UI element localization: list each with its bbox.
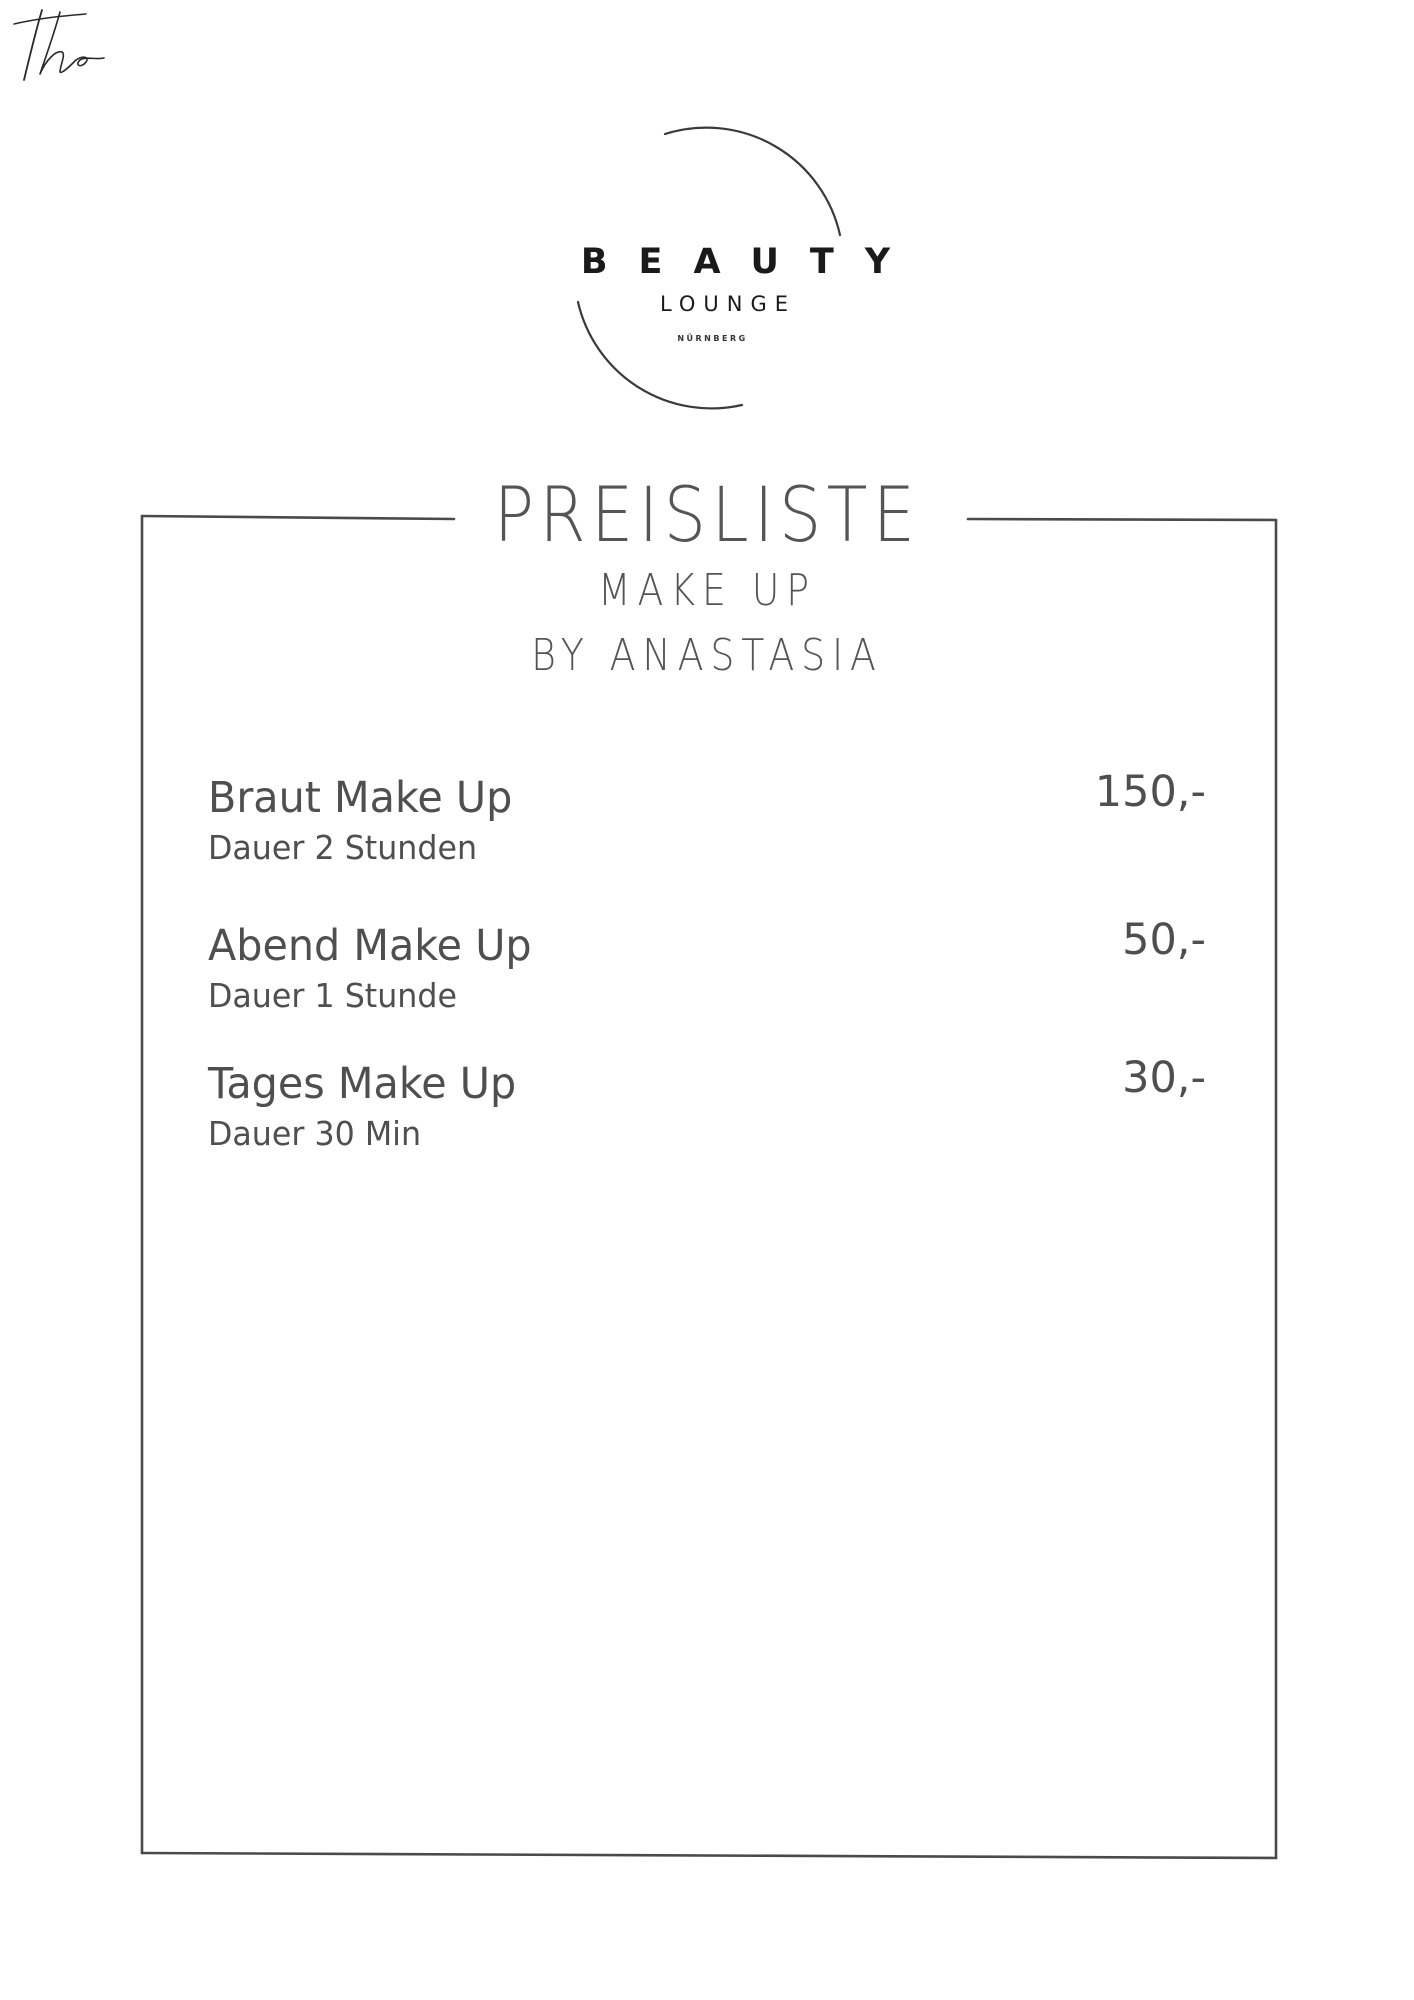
service-price: 30,- xyxy=(1122,1053,1206,1103)
page-subtitle-line2: BY ANASTASIA xyxy=(531,630,883,681)
page-title: PREISLISTE xyxy=(493,470,921,559)
price-item xyxy=(208,767,1206,918)
price-item xyxy=(208,1053,1206,1204)
logo-script-the xyxy=(0,0,120,90)
price-list xyxy=(208,767,1206,1204)
service-duration: Dauer 2 Stunden xyxy=(208,828,478,867)
service-name: Abend Make Up xyxy=(208,921,532,971)
service-duration: Dauer 1 Stunde xyxy=(208,976,457,1015)
service-duration: Dauer 30 Min xyxy=(208,1114,422,1153)
price-item xyxy=(208,915,1206,1056)
service-price: 150,- xyxy=(1094,767,1206,817)
logo-brand-sub: LOUNGE xyxy=(659,292,797,316)
logo-brand-main: BEAUTY xyxy=(580,242,922,282)
logo xyxy=(0,0,1414,420)
page-subtitle-line1: MAKE UP xyxy=(598,565,816,616)
service-price: 50,- xyxy=(1122,915,1206,965)
logo-city: NÜRNBERG xyxy=(677,334,748,343)
logo-arc-graphic xyxy=(0,0,1414,420)
service-name: Braut Make Up xyxy=(208,773,513,823)
service-name: Tages Make Up xyxy=(208,1059,517,1109)
